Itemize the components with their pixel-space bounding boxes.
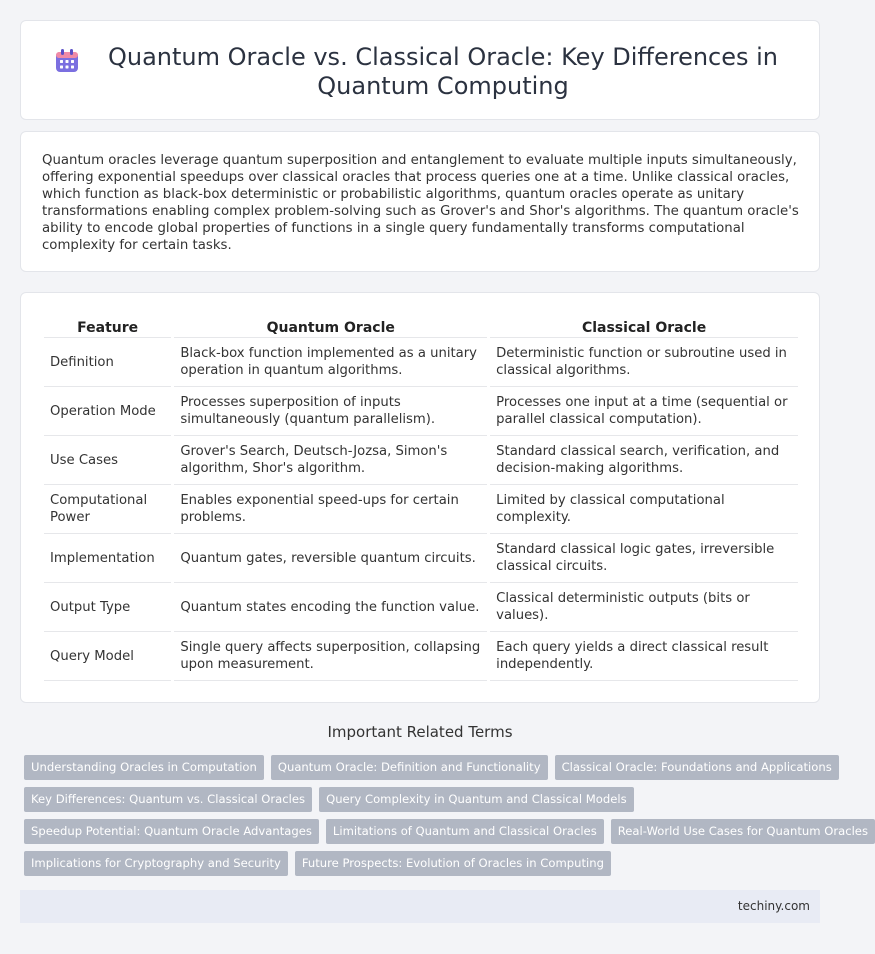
related-term-tag[interactable]: Future Prospects: Evolution of Oracles in Computing bbox=[295, 851, 611, 876]
comparison-card bbox=[20, 292, 820, 703]
related-term-tag[interactable]: Limitations of Quantum and Classical Oracles bbox=[326, 819, 604, 844]
feature-cell: Implementation bbox=[44, 534, 171, 583]
related-term-tag[interactable]: Real-World Use Cases for Quantum Oracles bbox=[611, 819, 875, 844]
related-terms-list bbox=[24, 755, 868, 883]
feature-cell: Operation Mode bbox=[44, 387, 171, 436]
table-row bbox=[44, 338, 798, 387]
quantum-cell: Grover's Search, Deutsch-Jozsa, Simon's algorithm, Shor's algorithm. bbox=[174, 436, 487, 485]
related-terms-heading: Important Related Terms bbox=[327, 723, 513, 741]
quantum-cell: Single query affects superposition, collapsing upon measurement. bbox=[174, 632, 487, 681]
related-term-tag[interactable]: Understanding Oracles in Computation bbox=[24, 755, 264, 780]
table-row bbox=[44, 632, 798, 681]
feature-cell: Output Type bbox=[44, 583, 171, 632]
tag-row bbox=[24, 851, 824, 876]
header-quantum-oracle: Quantum Oracle bbox=[174, 316, 487, 338]
page-title: Quantum Oracle vs. Classical Oracle: Key Differences in Quantum Computing bbox=[107, 43, 779, 100]
table-row bbox=[44, 534, 798, 583]
quantum-cell: Quantum states encoding the function value. bbox=[174, 583, 487, 632]
table-row bbox=[44, 583, 798, 632]
related-term-tag[interactable]: Classical Oracle: Foundations and Applications bbox=[555, 755, 839, 780]
classical-cell: Standard classical search, verification, and decision-making algorithms. bbox=[490, 436, 798, 485]
table-header-row bbox=[44, 316, 798, 338]
feature-cell: Definition bbox=[44, 338, 171, 387]
related-term-tag[interactable]: Key Differences: Quantum vs. Classical Oracles bbox=[24, 787, 312, 812]
tag-row bbox=[24, 787, 824, 812]
quantum-cell: Enables exponential speed-ups for certain problems. bbox=[174, 485, 487, 534]
calendar-icon bbox=[53, 47, 81, 75]
classical-cell: Each query yields a direct classical result independently. bbox=[490, 632, 798, 681]
header-card bbox=[20, 20, 820, 120]
classical-cell: Standard classical logic gates, irreversible classical circuits. bbox=[490, 534, 798, 583]
related-term-tag[interactable]: Quantum Oracle: Definition and Functionality bbox=[271, 755, 548, 780]
classical-cell: Processes one input at a time (sequential or parallel classical computation). bbox=[490, 387, 798, 436]
feature-cell: Use Cases bbox=[44, 436, 171, 485]
quantum-cell: Black-box function implemented as a unitary operation in quantum algorithms. bbox=[174, 338, 487, 387]
intro-card bbox=[20, 131, 820, 272]
classical-cell: Limited by classical computational complexity. bbox=[490, 485, 798, 534]
classical-cell: Deterministic function or subroutine used in classical algorithms. bbox=[490, 338, 798, 387]
tag-row bbox=[24, 755, 832, 780]
table-row bbox=[44, 387, 798, 436]
related-term-tag[interactable]: Implications for Cryptography and Security bbox=[24, 851, 288, 876]
footer-brand[interactable]: techiny.com bbox=[737, 899, 810, 913]
quantum-cell: Quantum gates, reversible quantum circuits. bbox=[174, 534, 487, 583]
feature-cell: Query Model bbox=[44, 632, 171, 681]
classical-cell: Classical deterministic outputs (bits or values). bbox=[490, 583, 798, 632]
related-term-tag[interactable]: Query Complexity in Quantum and Classical Models bbox=[319, 787, 634, 812]
footer bbox=[20, 890, 820, 923]
header-classical-oracle: Classical Oracle bbox=[490, 316, 798, 338]
tag-row bbox=[24, 819, 868, 844]
intro-paragraph: Quantum oracles leverage quantum superposition and entanglement to evaluate multiple inputs simultaneously, offering exponential speedups over classical oracles that process queries one at a time. Unlike classical oracles, which function as black-box deterministic or probabilistic algorithms, quantum oracles operate as unitary transformations enabling complex problem-solving such as Grover's and Shor's algorithms. The quantum oracle's ability to encode global properties of functions in a single query fundamentally transforms computational complexity for certain tasks. bbox=[42, 153, 799, 253]
quantum-cell: Processes superposition of inputs simultaneously (quantum parallelism). bbox=[174, 387, 487, 436]
table-row bbox=[44, 436, 798, 485]
feature-cell: Computational Power bbox=[44, 485, 171, 534]
header-feature: Feature bbox=[44, 316, 171, 338]
related-term-tag[interactable]: Speedup Potential: Quantum Oracle Advantages bbox=[24, 819, 319, 844]
comparison-table bbox=[41, 316, 801, 681]
table-row bbox=[44, 485, 798, 534]
